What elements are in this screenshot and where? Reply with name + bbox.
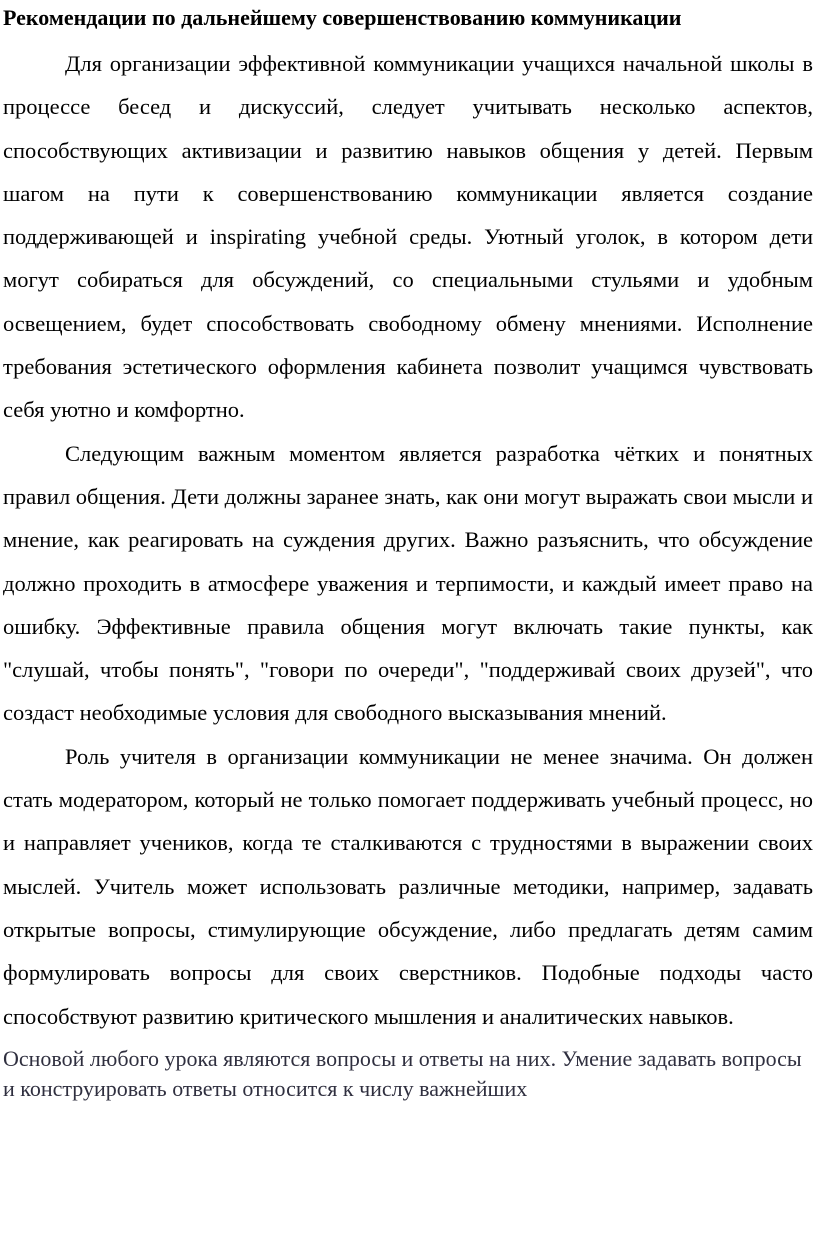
section-heading: Рекомендации по дальнейшему совершенствованию коммуникации bbox=[3, 5, 682, 30]
paragraph-learning-environment: Для организации эффективной коммуникации учащихся начальной школы в процессе бесед и дискуссий, следует учитывать несколько аспектов, способствующих активизации и развитию навыков общения у детей. Первым шагом на пути к совершенствованию коммуникации является создание поддерживающей и inspirating учебной среды. Уютный уголок, в котором дети могут собираться для обсуждений, со специальными стульями и удобным освещением, будет способствовать свободному обмену мнениями. Исполнение требования эстетического оформления кабинета позволит учащимся чувствовать себя уютно и комфортно. bbox=[3, 51, 813, 423]
paragraph-communication-rules: Следующим важным моментом является разработка чётких и понятных правил общения. Дети должны заранее знать, как они могут выражать свои мысли и мнение, как реагировать на суждения других. Важно разъяснить, что обсуждение должно проходить в атмосфере уважения и терпимости, и каждый имеет право на ошибку. Эффективные правила общения могут включать такие пункты, как "слушай, чтобы понять", "говори по очереди", "поддерживай своих друзей", что создаст необходимые условия для свободного высказывания мнений. bbox=[3, 440, 813, 726]
paragraph-teacher-role: Роль учителя в организации коммуникации не менее значима. Он должен стать модератором, который не только помогает поддерживать учебный процесс, но и направляет учеников, когда те сталкиваются с трудностями в выражении своих мыслей. Учитель может использовать различные методики, например, задавать открытые вопросы, стимулирующие обсуждение, либо предлагать детям самим формулировать вопросы для своих сверстников. Подобные подходы часто способствуют развитию критического мышления и аналитических навыков. bbox=[3, 743, 813, 1029]
continuation-text: Основой любого урока являются вопросы и ответы на них. Умение задавать вопросы и конструировать ответы относится к числу важнейших bbox=[3, 1045, 802, 1101]
